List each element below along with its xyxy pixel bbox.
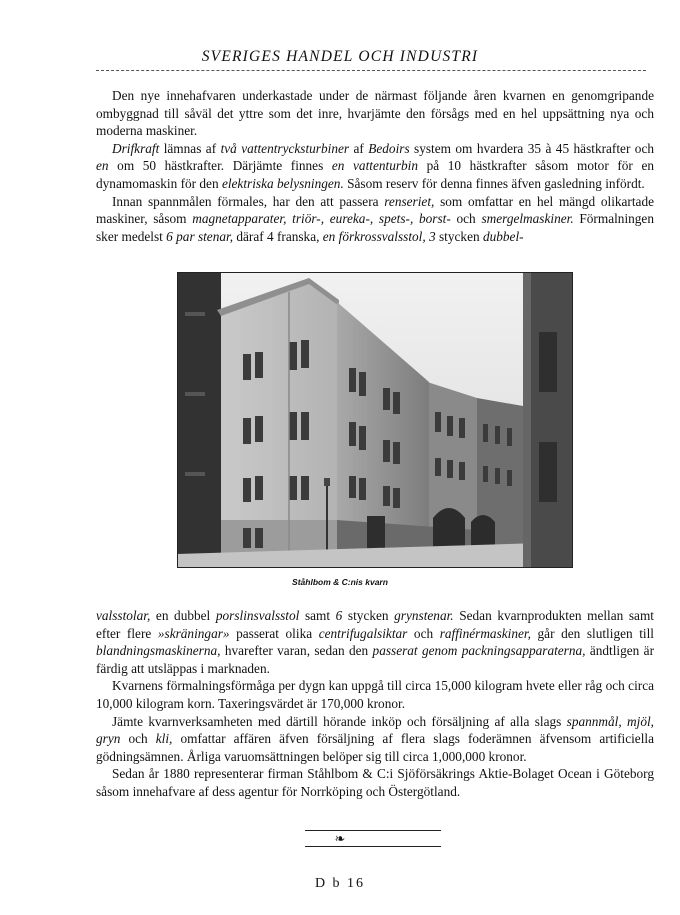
italic-term: spannmål, mjöl, gryn [96, 713, 654, 747]
paragraph [96, 607, 654, 677]
text-run: Såsom reserv för denna finnes äfven gasledning infördt. [343, 175, 645, 191]
italic-term: elektriska belysningen. [221, 175, 344, 191]
italic-term: dubbel- [482, 228, 524, 244]
text-run: Förmalningen sker medelst [96, 211, 654, 244]
italic-term: en [96, 158, 109, 174]
italic-term: Bedoirs [368, 140, 410, 156]
paragraph [96, 193, 654, 246]
text-run: ändtligen är färdig att utsläppas i marknaden. [96, 643, 654, 676]
text-run: Kvarnens förmalningsförmåga per dygn kan uppgå till circa 15,000 kilogram hvete eller råg och circa 10,000 kilogram korn. Taxeringsvärdet är 170,000 kronor. [96, 678, 654, 711]
italic-term: 6 par stenar, [166, 228, 234, 244]
italic-term: 6 [335, 608, 343, 623]
italic-term: Drifkraft [112, 140, 160, 156]
text-run: Jämte kvarnverksamheten med därtill hörande inköp och försäljning af alla slags [112, 713, 567, 729]
italic-term: grynstenar. [394, 608, 454, 623]
ornament-icon: ❧ [334, 831, 346, 846]
text-run: Sedan kvarnprodukten mellan samt efter flere [96, 608, 655, 641]
text-run: hvarefter varan, sedan den [220, 643, 373, 659]
paragraph [96, 765, 654, 800]
text-run: af [349, 140, 369, 156]
image-caption: Ståhlbom & C:nis kvarn [292, 577, 388, 587]
end-rule-bottom [305, 846, 441, 847]
italic-term: passerat genom packningsapparaterna, [372, 643, 586, 659]
text-block-upper [96, 87, 654, 245]
text-run: går den slutligen till [530, 625, 654, 641]
text-run: däraf 4 franska, [233, 228, 323, 244]
running-head: SVERIGES HANDEL OCH INDUSTRI [201, 48, 479, 65]
text-run: som omfattar en hel mängd olikartade maskiner, såsom [96, 193, 655, 227]
text-run: om 50 hästkrafter. Därjämte finnes [108, 158, 332, 174]
italic-term: blandningsmaskinerna, [96, 643, 221, 659]
text-run: på 10 hästkrafter såsom motor för en dynamomaskin för den [96, 158, 655, 191]
paragraph [96, 713, 654, 766]
text-run: passerat olika [229, 625, 319, 641]
text-run: samt [299, 608, 336, 623]
text-run: stycken [435, 228, 483, 244]
mill-building-photo [177, 272, 573, 568]
text-run: och [450, 211, 482, 227]
text-run: en dubbel [150, 608, 216, 623]
text-run: stycken [342, 608, 395, 623]
text-run: lämnas af [159, 140, 221, 156]
text-run: omfattar affären äfven försäljning af flera slags foderämnen äfvensom artificiella gödningsämnen. Årliga varuomsättningen belöper sig till circa 1,000,000 kronor. [96, 731, 654, 764]
italic-term: kli, [155, 731, 173, 747]
header-rule [96, 70, 646, 71]
paragraph [96, 140, 654, 193]
text-run: Sedan år 1880 representerar firman Ståhlbom & C:i Sjöförsäkrings Aktie-Bolaget Ocean i Göteborg såsom innehafvare af dess agentur för Norrköping och Östergötland. [96, 766, 654, 799]
italic-term: renseriet, [384, 193, 435, 209]
page-folio: D b 16 [314, 876, 366, 891]
text-run: och [407, 625, 440, 641]
text-run: Innan spannmålen förmales, har den att passera [112, 193, 385, 209]
italic-term: »skräningar» [157, 625, 230, 641]
italic-term: en förkrossvalsstol, 3 [322, 228, 436, 244]
italic-term: raffinérmaskiner, [439, 625, 531, 641]
italic-term: en vattenturbin [331, 158, 419, 174]
text-block-lower [96, 607, 654, 801]
italic-term: porslinsvalsstol [215, 608, 300, 623]
paragraph [96, 677, 654, 712]
italic-term: två vattentrycksturbiner [220, 140, 350, 156]
text-run: Den nye innehafvaren underkastade under de närmast följande åren kvarnen en genomgripande ombyggnad till såväl det yttre som det inre, hvarjämte den försågs med en hel uppsättning nya och moderna maskiner. [96, 88, 654, 139]
italic-term: valsstolar, [96, 608, 151, 623]
end-rule-top [305, 830, 441, 831]
italic-term: smergelmaskiner. [481, 211, 574, 227]
paragraph [96, 87, 654, 140]
italic-term: magnetapparater, triör-, eureka-, spets-, borst- [192, 211, 451, 227]
text-run: och [120, 731, 156, 747]
text-run: system om hvardera 35 à 45 hästkrafter och [409, 140, 655, 156]
italic-term: centrifugalsiktar [318, 625, 408, 641]
